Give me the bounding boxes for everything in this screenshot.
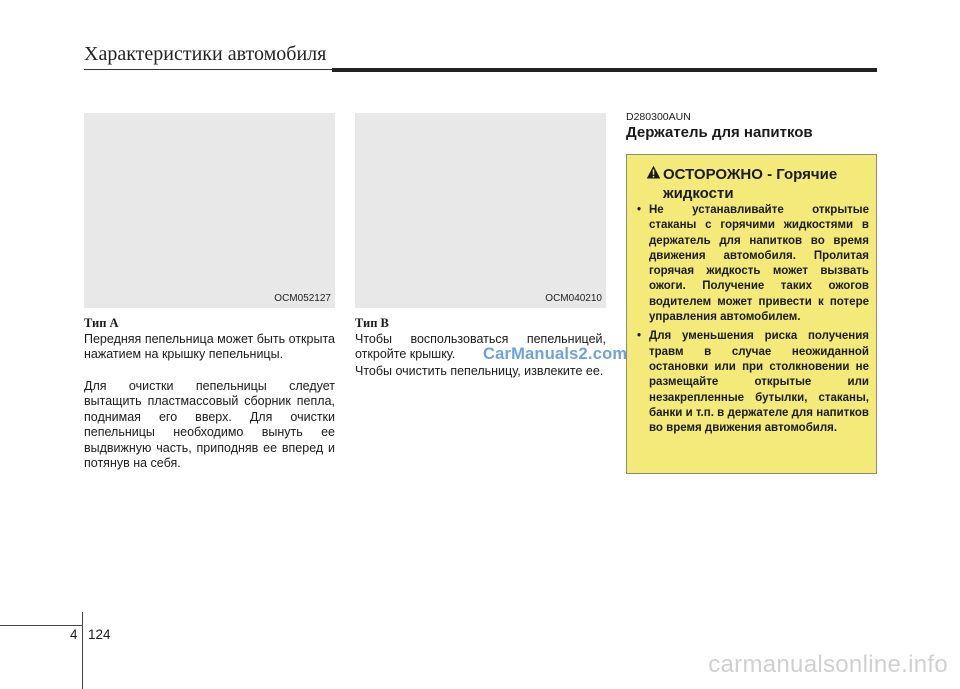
watermark-text: CarManuals2.com [483, 345, 628, 363]
type-a-paragraph-2: Для очистки пепельницы следует вытащить пластмассовый сборник пепла, поднимая его вверх. Для очистки пепельницы необходимо вынуть ее выдвижную часть, приподняв ее вперед и потянув на себя. [84, 379, 335, 471]
footer-rule [0, 625, 82, 626]
bullet-icon: • [637, 330, 642, 343]
section-title: Держатель для напитков [626, 124, 813, 141]
footer-divider [82, 612, 83, 689]
footer-site-watermark: carmanualsonline.info [708, 651, 948, 678]
warning-title-main: ОСТОРОЖНО - Горячие [663, 166, 838, 183]
warning-item-text: Для уменьшения риска получения травм в случае неожиданной остановки или при столкновении не размещайте открытые или незакрепленные бутылки, стаканы, банки и т.п. в держателе для напитков во время движения автомобиля. [649, 330, 869, 435]
page-header-title: Характеристики автомобиля [84, 43, 327, 65]
warning-triangle-icon [646, 165, 661, 180]
header-rule-accent [332, 68, 877, 72]
figure-code: OCM052127 [274, 293, 331, 304]
warning-item [637, 203, 869, 325]
bullet-icon: • [637, 204, 642, 216]
type-b-label: Тип B [355, 316, 389, 330]
warning-title-sub: жидкости [663, 185, 734, 202]
page-number: 124 [88, 627, 111, 642]
warning-title [663, 165, 871, 203]
type-a-paragraph-1: Передняя пепельница может быть открыта нажатием на крышку пепельницы. [84, 332, 335, 362]
figure-ashtray-type-a [84, 113, 335, 308]
warning-item [637, 329, 869, 436]
figure-ashtray-type-b [355, 113, 606, 308]
section-code: D280300AUN [626, 111, 691, 123]
warning-list [637, 203, 869, 440]
warning-box [626, 154, 877, 474]
warning-item-text: Не устанавливайте открытые стаканы с горячими жидкостями в держатель для напитков во время движения автомобиля. Пролитая горячая жидкость может вызвать ожоги. Получение таких ожогов водителем может привести к потере управления автомобилем. [649, 204, 869, 324]
page-section-number: 4 [70, 627, 78, 642]
type-a-label: Тип А [84, 316, 119, 330]
type-b-paragraph-2: Чтобы очистить пепельницу, извлеките ее. [355, 364, 604, 378]
type-b-paragraph-1: Чтобы воспользоваться пепельницей, откройте крышку. [355, 332, 606, 362]
figure-code: OCM040210 [545, 293, 602, 304]
